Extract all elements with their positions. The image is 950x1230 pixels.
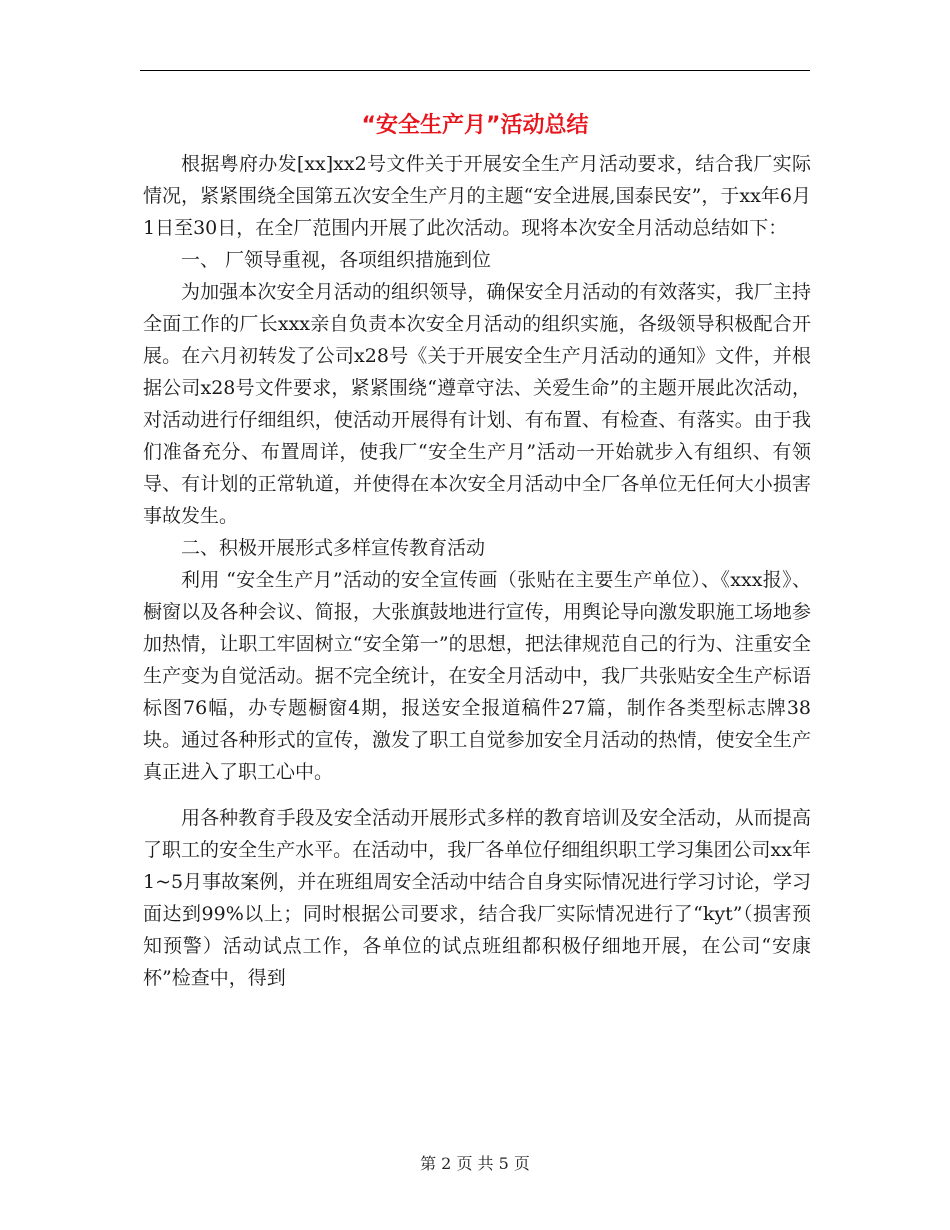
- page-number-footer: 第 2 页 共 5 页: [420, 1154, 530, 1173]
- document-title: “安全生产月”活动总结: [361, 113, 589, 138]
- paragraph-section-1: 为加强本次安全月活动的组织领导，确保安全月活动的有效落实，我厂主持全面工作的厂长xxx亲自负责本次安全月活动的组织实施，各级领导积极配合开展。在六月初转发了公司x28号《关于开展安全生产月活动的通知》文件，并根据公司x28号文件要求，紧紧围绕“遵章守法、关爱生命”的主题开展此次活动，对活动进行仔细组织，使活动开展得有计划、有布置、有检查、有落实。由于我们准备充分、布置周详，使我厂“安全生产月”活动一开始就步入有组织、有领导、有计划的正常轨道，并使得在本次安全月活动中全厂各单位无任何大小损害事故发生。: [143, 281, 811, 527]
- section-heading-2: 二、积极开展形式多样宣传教育活动: [181, 537, 486, 559]
- document-body: [143, 148, 811, 994]
- header-rule: [140, 70, 810, 71]
- section-heading-1: 一、 厂领导重视，各项组织措施到位: [181, 249, 492, 271]
- paragraph-intro: 根据粤府办发[xx]xx2号文件关于开展安全生产月活动要求，结合我厂实际情况，紧紧围绕全国第五次安全生产月的主题“安全进展,国泰民安”，于xx年6月1日至30日，在全厂范围内开展了此次活动。现将本次安全月活动总结如下：: [143, 153, 811, 239]
- paragraph-section-2a: 利用 “安全生产月”活动的安全宣传画（张贴在主要生产单位）、《xxx报》、橱窗以及各种会议、简报，大张旗鼓地进行宣传，用舆论导向激发职施工场地参加热情，让职工牢固树立“安全第一”的思想，把法律规范自己的行为、注重安全生产变为自觉活动。据不完全统计，在安全月活动中，我厂共张贴安全生产标语标图76幅，办专题橱窗4期，报送安全报道稿件27篇，制作各类型标志牌38块。通过各种形式的宣传，激发了职工自觉参加安全月活动的热情，使安全生产真正进入了职工心中。: [143, 569, 811, 783]
- paragraph-section-2b: 用各种教育手段及安全活动开展形式多样的教育培训及安全活动，从而提高了职工的安全生产水平。在活动中，我厂各单位仔细组织职工学习集团公司xx年1~5月事故案例，并在班组周安全活动中结合自身实际情况进行学习讨论，学习面达到99%以上；同时根据公司要求，结合我厂实际情况进行了“kyt”（损害预知预警）活动试点工作，各单位的试点班组都积极仔细地开展，在公司“安康杯”检查中，得到: [143, 807, 811, 989]
